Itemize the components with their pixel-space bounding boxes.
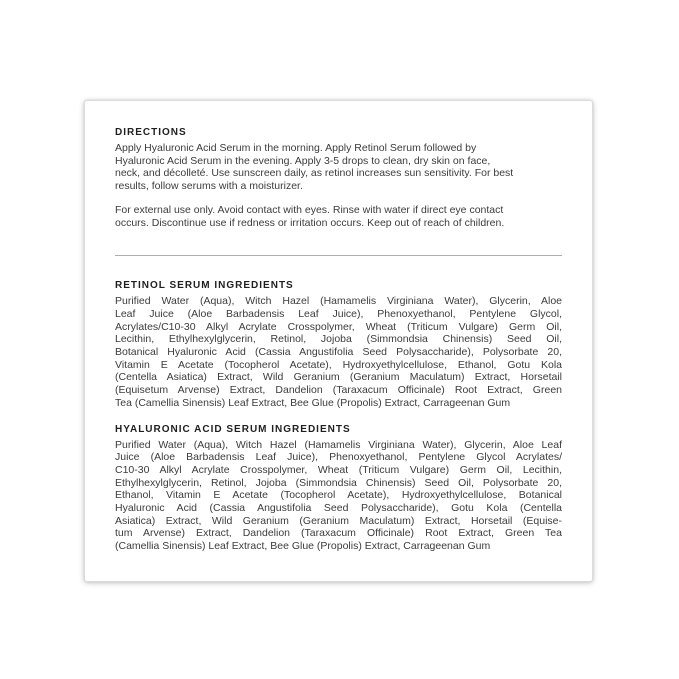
text-line: Apply Hyaluronic Acid Serum in the morning. Apply Retinol Serum followed by <box>115 142 477 154</box>
text-line: (Centella Asiatica) Extract, Wild Geranium (Geranium Maculatum) Extract, Horsetail <box>115 371 562 384</box>
directions-heading: DIRECTIONS <box>115 127 187 138</box>
text-line: Juice (Aloe Barbadensis Leaf Juice), Phenoxyethanol, Pentylene Glycol Acrylates/ <box>115 451 562 464</box>
text-line: Leaf Juice (Aloe Barbadensis Leaf Juice), Phenoxyethanol, Pentylene Glycol, <box>115 307 562 320</box>
text-line: Hyaluronic Acid Serum in the evening. Apply 3-5 drops to clean, dry skin on face, <box>115 154 491 167</box>
text-line: Tea (Camellia Sinensis) Leaf Extract, Bee Glue (Propolis) Extract, Carrageenan Gum <box>115 396 511 409</box>
text-line: (Equisetum Arvense) Extract, Dandelion (Taraxacum Officinale) Root Extract, Green <box>115 384 562 397</box>
text-line: occurs. Discontinue use if redness or irritation occurs. Keep out of reach of children. <box>115 216 505 229</box>
text-line: tum Arvense) Extract, Dandelion (Taraxacum Officinale) Root Extract, Green Tea <box>115 527 562 540</box>
retinol-ingredients-section <box>115 280 562 409</box>
text-line: For external use only. Avoid contact with eyes. Rinse with water if direct eye contact <box>115 203 504 216</box>
directions-warning-paragraph <box>115 204 562 229</box>
directions-section <box>115 127 562 229</box>
text-line: (Camellia Sinensis) Leaf Extract, Bee Glue (Propolis) Extract, Carrageenan Gum <box>115 540 491 553</box>
text-line: neck, and décolleté. Use sunscreen daily, as retinol increases sun sensitivity. For best <box>115 167 514 180</box>
section-divider <box>115 255 562 256</box>
text-line: Botanical Hyaluronic Acid (Cassia Angustifolia Seed Polysaccharide), Polysorbate 20, <box>115 346 562 359</box>
text-line: Purified Water (Aqua), Witch Hazel (Hamamelis Virginiana Water), Glycerin, Aloe Leaf <box>115 438 562 451</box>
text-line: Lecithin, Ethylhexylglycerin, Retinol, Jojoba (Simmondsia Chinensis) Seed Oil, <box>115 333 562 346</box>
text-line: Ethylhexylglycerin, Retinol, Jojoba (Simmondsia Chinensis) Seed Oil, Polysorbate 20, <box>115 476 562 489</box>
hyaluronic-ingredients-section <box>115 424 562 553</box>
hyaluronic-ingredients-heading: HYALURONIC ACID SERUM INGREDIENTS <box>115 423 351 435</box>
text-line: Hyaluronic Acid (Cassia Angustifolia Seed Polysaccharide), Gotu Kola (Centella <box>115 502 562 515</box>
text-line: C10-30 Alkyl Acrylate Crosspolymer, Wheat (Triticum Vulgare) Germ Oil, Lecithin, <box>115 463 562 476</box>
product-label-card <box>84 100 593 582</box>
retinol-ingredients-text <box>115 295 562 409</box>
text-line: Asiatica) Extract, Wild Geranium (Geranium Maculatum) Extract, Horsetail (Equise- <box>115 514 562 527</box>
text-line: Ethanol, Vitamin E Acetate (Tocopherol Acetate), Hydroxyethylcellulose, Botanical <box>115 489 562 502</box>
directions-usage-paragraph <box>115 142 562 193</box>
hyaluronic-ingredients-text <box>115 439 562 553</box>
text-line: Acrylates/C10-30 Alkyl Acrylate Crosspolymer, Wheat (Triticum Vulgare) Germ Oil, <box>115 320 562 333</box>
retinol-ingredients-heading: RETINOL SERUM INGREDIENTS <box>115 280 294 292</box>
text-line: Purified Water (Aqua), Witch Hazel (Hamamelis Virginiana Water), Glycerin, Aloe <box>115 295 562 308</box>
text-line: results, follow serums with a moisturizer. <box>115 180 303 193</box>
text-line: Vitamin E Acetate (Tocopherol Acetate), Hydroxyethylcellulose, Ethanol, Gotu Kola <box>115 358 562 371</box>
